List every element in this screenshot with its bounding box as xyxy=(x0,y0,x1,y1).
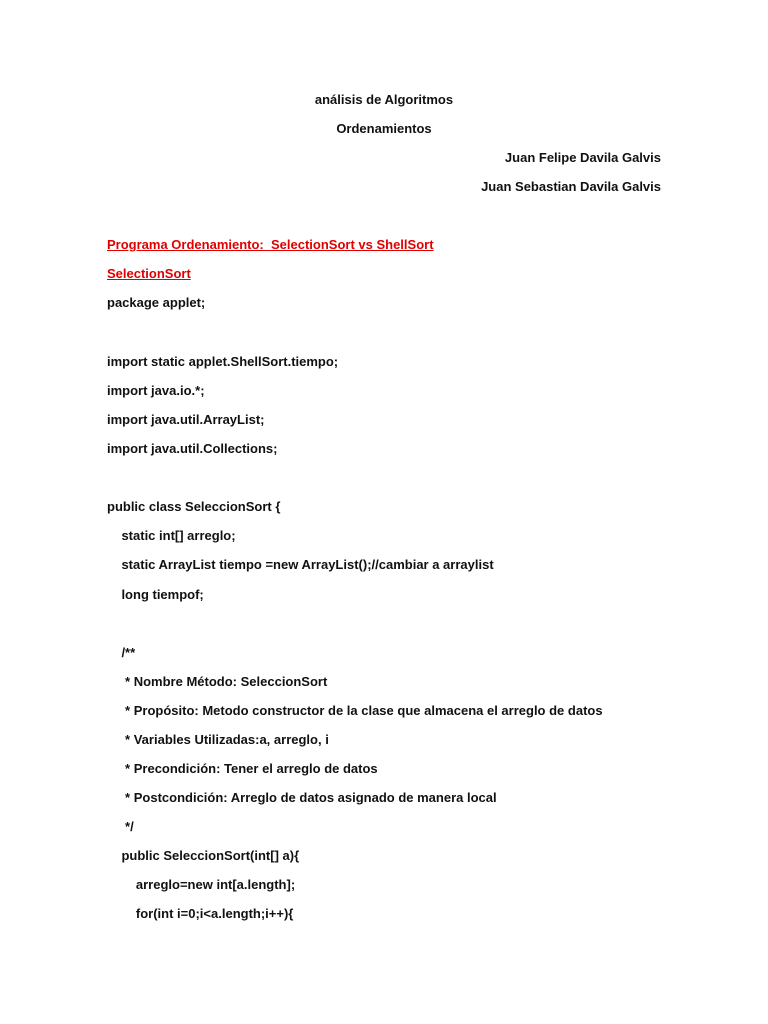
code-line: * Variables Utilizadas:a, arreglo, i xyxy=(107,732,329,747)
code-line: * Postcondición: Arreglo de datos asignado de manera local xyxy=(107,790,497,805)
code-line: */ xyxy=(107,819,134,834)
code-line: * Propósito: Metodo constructor de la clase que almacena el arreglo de datos xyxy=(107,703,603,718)
author-1: Juan Felipe Davila Galvis xyxy=(504,150,661,165)
code-line: arreglo=new int[a.length]; xyxy=(107,877,296,892)
author-2: Juan Sebastian Davila Galvis xyxy=(481,179,661,194)
code-line: import java.util.ArrayList; xyxy=(107,412,265,427)
document-title: análisis de Algoritmos xyxy=(314,92,454,107)
code-line: static int[] arreglo; xyxy=(107,528,236,543)
code-line: static ArrayList tiempo =new ArrayList();//cambiar a arraylist xyxy=(107,557,494,572)
code-line: long tiempof; xyxy=(107,587,204,602)
code-line: public class SeleccionSort { xyxy=(107,499,281,514)
document-subtitle: Ordenamientos xyxy=(336,121,432,136)
code-line: import java.io.*; xyxy=(107,383,205,398)
code-line: for(int i=0;i<a.length;i++){ xyxy=(107,906,294,921)
code-line: public SeleccionSort(int[] a){ xyxy=(107,848,300,863)
code-line: import java.util.Collections; xyxy=(107,441,278,456)
code-line: import static applet.ShellSort.tiempo; xyxy=(107,354,339,369)
section-subheading: SelectionSort xyxy=(107,266,191,281)
section-heading: Programa Ordenamiento: SelectionSort vs ShellSort xyxy=(107,237,434,252)
code-line: /** xyxy=(107,645,136,660)
code-line: package applet; xyxy=(107,295,206,310)
code-line: * Nombre Método: SeleccionSort xyxy=(107,674,328,689)
code-line: * Precondición: Tener el arreglo de datos xyxy=(107,761,378,776)
